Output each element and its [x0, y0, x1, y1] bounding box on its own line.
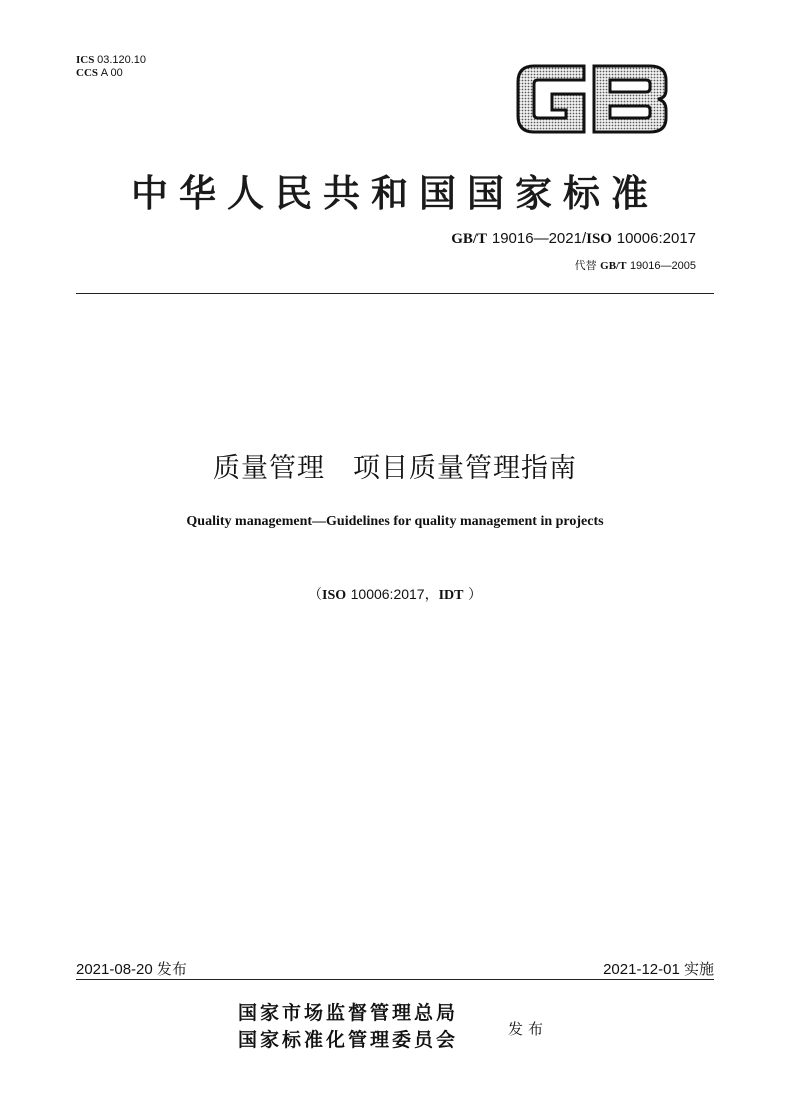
classification-codes — [76, 54, 146, 80]
replaces-label: 代替 — [574, 260, 597, 272]
ics-code — [76, 54, 146, 67]
identity-iso-code: 10006:2017， — [350, 586, 439, 602]
gb-standard-logo-icon — [512, 58, 672, 140]
standard-code: 19016—2021/ — [491, 230, 587, 247]
standard-prefix: GB/T — [451, 231, 488, 247]
identity-designation — [0, 584, 790, 604]
issue-label: 发布 — [508, 1020, 549, 1038]
national-standard-title: 中华人民共和国国家标准 — [131, 171, 659, 215]
replaces-code: 19016—2005 — [629, 260, 696, 272]
document-title-en: Quality management—Guidelines for quality management in projects — [186, 514, 604, 529]
ics-label: ICS — [76, 54, 95, 66]
footer-divider — [76, 979, 714, 980]
implementation-date: 2021-12-01 实施 — [603, 961, 714, 978]
ccs-value: A 00 — [100, 67, 123, 79]
publication-date: 2021-08-20 发布 — [76, 961, 187, 978]
identity-degree: IDT — [438, 588, 464, 603]
paren-open: （ — [308, 586, 323, 602]
document-title-cn: 质量管理 项目质量管理指南 — [213, 453, 577, 484]
standard-number — [451, 229, 696, 248]
paren-close: ） — [467, 586, 482, 602]
replaces-prefix: GB/T — [600, 260, 627, 272]
ccs-code — [76, 67, 146, 80]
ccs-label: CCS — [76, 67, 99, 79]
identity-iso-prefix: ISO — [322, 588, 347, 603]
replaces-note — [575, 257, 696, 273]
issuer-sac: 国家标准化管理委员会 — [238, 1029, 459, 1051]
iso-code: 10006:2017 — [616, 230, 696, 247]
issuing-authorities — [238, 1000, 458, 1054]
iso-prefix: ISO — [586, 231, 612, 247]
ics-value: 03.120.10 — [97, 54, 147, 66]
issuer-samr: 国家市场监督管理总局 — [238, 1002, 459, 1024]
header-divider — [76, 293, 714, 294]
